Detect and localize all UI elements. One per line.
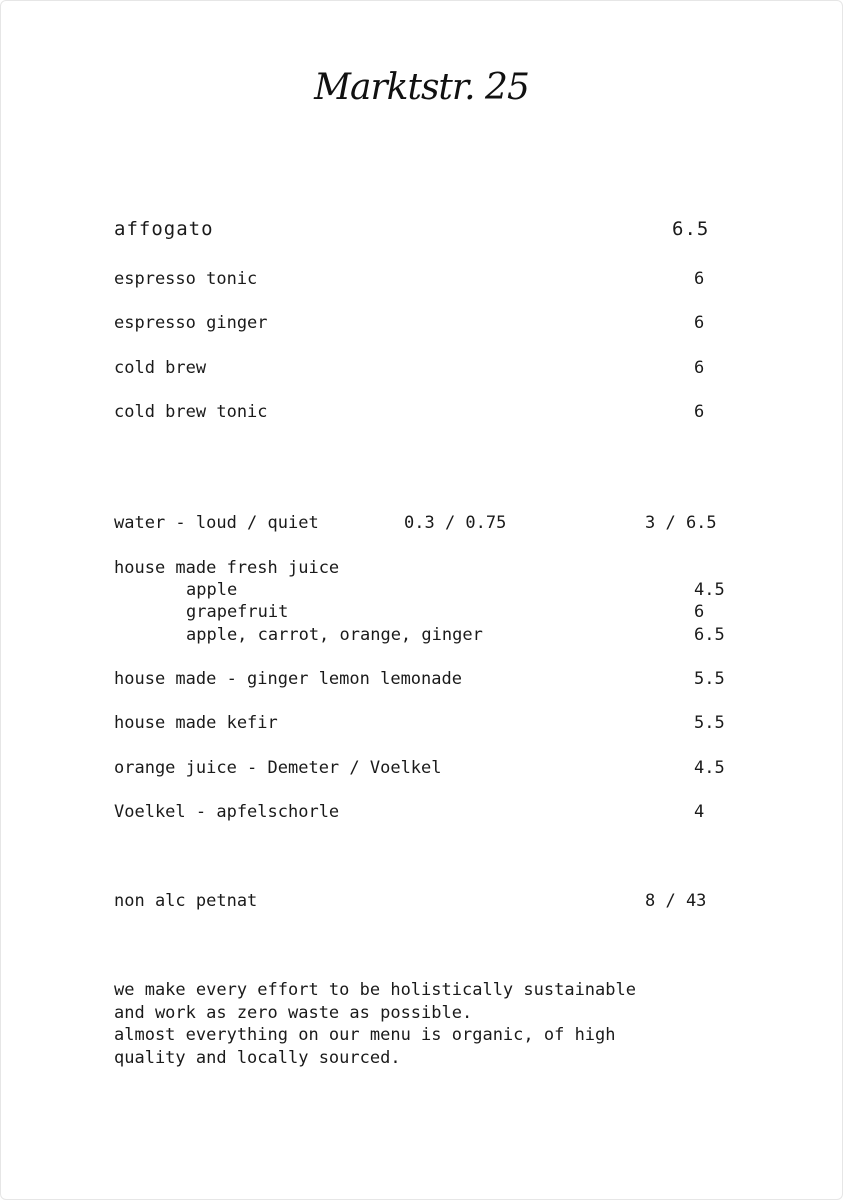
menu-item-name: water - loud / quiet <box>114 513 319 533</box>
menu-subitem-price: 6.5 <box>694 625 725 645</box>
menu-item-name: house made - ginger lemon lemonade <box>114 669 462 689</box>
menu-item-price: 4.5 <box>694 758 725 778</box>
menu-item-price: 5.5 <box>694 713 725 733</box>
menu-item-name: house made fresh juice <box>114 558 340 578</box>
menu-item-name: house made kefir <box>114 713 278 733</box>
menu-item-price: 4 <box>694 802 705 822</box>
menu-subitem-name: grapefruit <box>186 602 289 622</box>
menu-item-price: 6 <box>694 358 705 378</box>
menu-item-name: affogato <box>114 218 214 240</box>
menu-item-name: espresso ginger <box>114 313 268 333</box>
menu-item-name: non alc petnat <box>114 891 258 911</box>
menu-title: Marktstr. 25 <box>314 67 529 108</box>
menu-subitem-price: 6 <box>694 602 705 622</box>
sustainability-note: we make every effort to be holistically sustainable and work as zero waste as possible. almost everything on our menu is organic, of high quality and locally sourced. <box>114 980 636 1068</box>
menu-item-price: 6 <box>694 402 705 422</box>
menu-item-name: espresso tonic <box>114 269 258 289</box>
menu-subitem-name: apple, carrot, orange, ginger <box>186 625 483 645</box>
menu-item-price: 6 <box>694 269 705 289</box>
menu-item-price: 8 / 43 <box>645 891 707 911</box>
menu-item-price: 3 / 6.5 <box>645 513 717 533</box>
menu-item-price: 6 <box>694 313 705 333</box>
menu-subitem-name: apple <box>186 580 238 600</box>
menu-item-name: cold brew <box>114 358 207 378</box>
menu-subitem-price: 4.5 <box>694 580 725 600</box>
menu-item-name: Voelkel - apfelschorle <box>114 802 340 822</box>
menu-item-price: 5.5 <box>694 669 725 689</box>
menu-item-size: 0.3 / 0.75 <box>404 513 507 533</box>
menu-item-price: 6.5 <box>672 218 710 240</box>
menu-item-name: orange juice - Demeter / Voelkel <box>114 758 442 778</box>
menu-item-name: cold brew tonic <box>114 402 268 422</box>
